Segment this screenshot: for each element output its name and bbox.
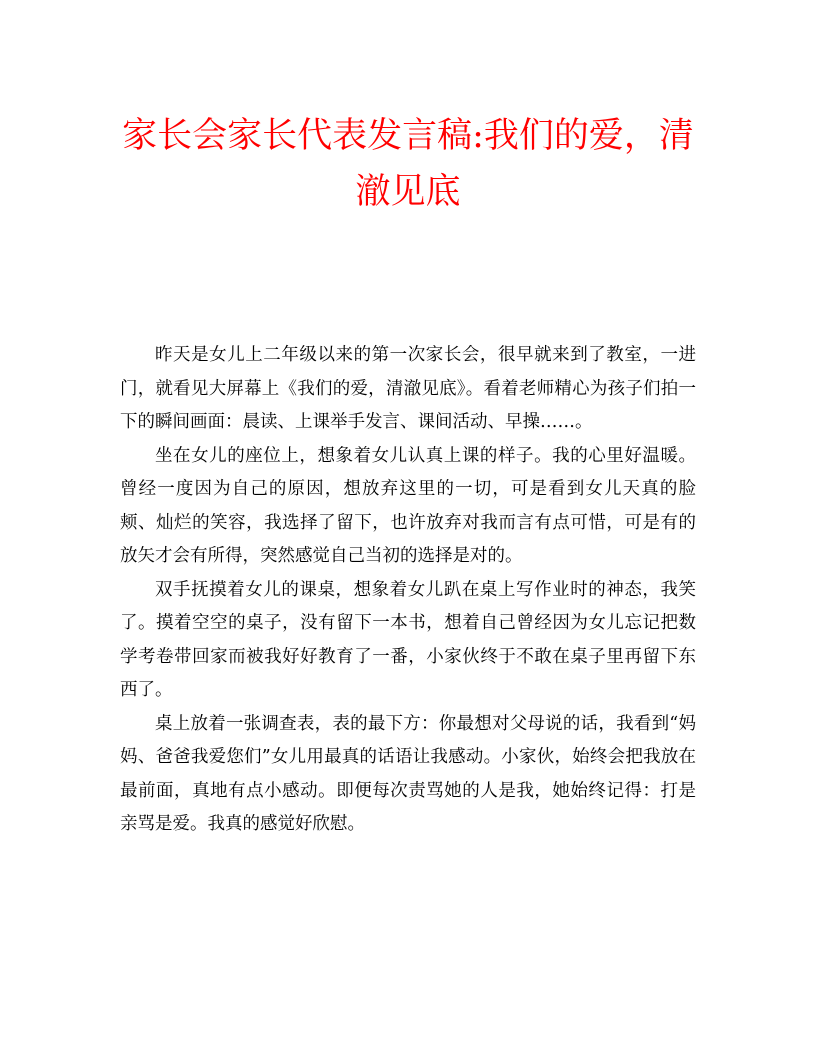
paragraph-2: 坐在女儿的座位上，想象着女儿认真上课的样子。我的心里好温暖。曾经一度因为自己的原因，想放弃这里的一切，可是看到女儿天真的脸颊、灿烂的笑容，我选择了留下，也许放弃对我而言有点可惜，可是有的放矢才会有所得，突然感觉自己当初的选择是对的。 xyxy=(120,445,696,566)
paragraph-3: 双手抚摸着女儿的课桌，想象着女儿趴在桌上写作业时的神态，我笑了。摸着空空的桌子，没有留下一本书，想着自己曾经因为女儿忘记把数学考卷带回家而被我好好教育了一番，小家伙终于不敢在桌子里再留下东西了。 xyxy=(120,579,696,700)
paragraph-4: 桌上放着一张调查表，表的最下方：你最想对父母说的话，我看到“妈妈、爸爸我爱您们”女儿用最真的话语让我感动。小家伙，始终会把我放在最前面，真地有点小感动。即便每次责骂她的人是我，她始终记得：打是亲骂是爱。我真的感觉好欣慰。 xyxy=(120,713,696,834)
document-title xyxy=(100,108,716,220)
document-title-line-1: 家长会家长代表发言稿:我们的爱，清 xyxy=(122,116,694,156)
document-body xyxy=(120,339,696,842)
document-title-line-2: 澈见底 xyxy=(355,172,461,212)
paragraph-1: 昨天是女儿上二年级以来的第一次家长会，很早就来到了教室，一进门，就看见大屏幕上《我们的爱，清澈见底》。看着老师精心为孩子们拍一下的瞬间画面：晨读、上课举手发言、课间活动、早操……。 xyxy=(120,345,696,432)
